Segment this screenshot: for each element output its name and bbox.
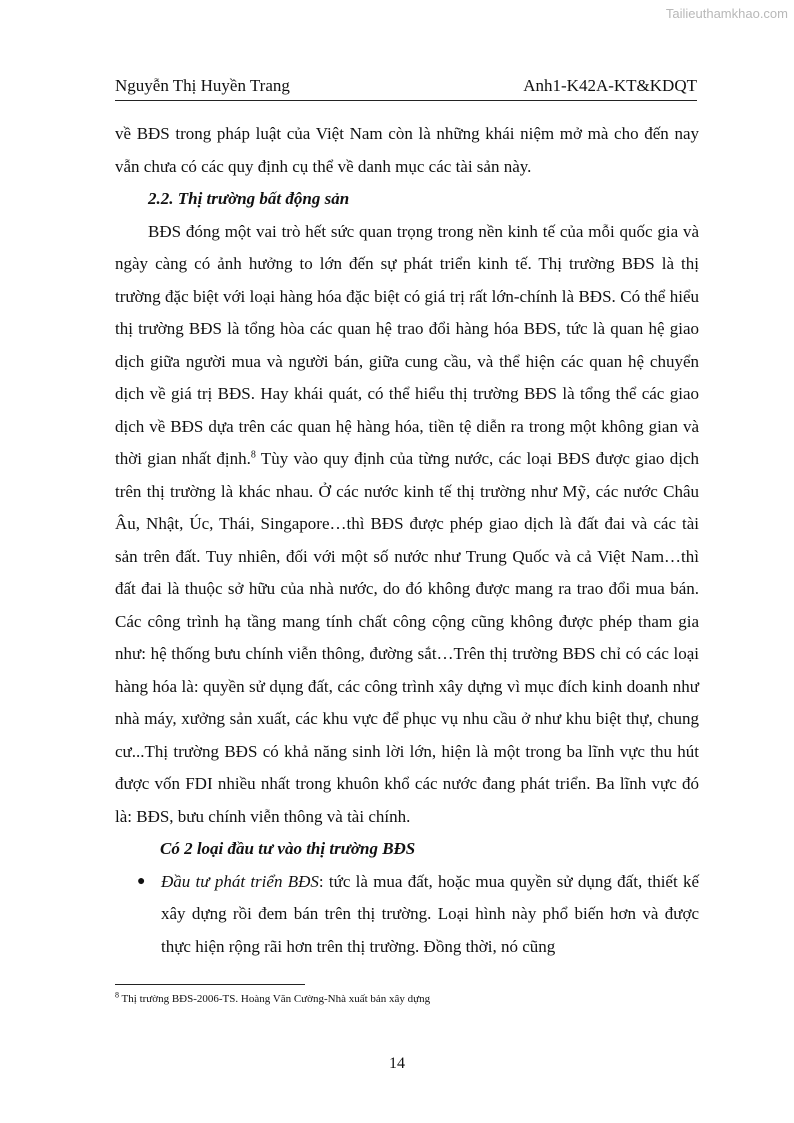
header-class-code: Anh1-K42A-KT&KDQT <box>523 76 697 95</box>
bullet-dot-icon: ● <box>137 873 146 889</box>
watermark: Tailieuthamkhao.com <box>665 6 788 21</box>
footnote-number: 8 <box>115 990 119 1000</box>
page-header <box>115 76 697 101</box>
footnote-separator <box>115 984 305 985</box>
main-paragraph <box>115 216 699 834</box>
main-paragraph-part2: Tùy vào quy định của từng nước, các loại BĐS được giao dịch trên thị trường là khác nhau. Ở các nước kinh tế thị trường như Mỹ, các nước Châu Âu, Nhật, Úc, Thái, Singapore…thì BĐS được phép giao dịch là đất đai và các tài sản trên đất. Tuy nhiên, đối với một số nước như Trung Quốc và cả Việt Nam…thì đất đai là thuộc sở hữu của nhà nước, do đó không được mang ra trao đổi mua bán. Các công trình hạ tầng mang tính chất công cộng cũng không được phép tham gia như: hệ thống bưu chính viễn thông, đường sắt…Trên thị trường BĐS chỉ có các loại hàng hóa là: quyền sử dụng đất, các công trình xây dựng vì mục đích kinh doanh như nhà máy, xưởng sản xuất, các khu vực để phục vụ nhu cầu ở như khu biệt thự, chung cư...Thị trường BĐS có khả năng sinh lời lớn, hiện là một trong ba lĩnh vực thu hút được vốn FDI nhiều nhất trong khuôn khổ các nước đang phát triển. Ba lĩnh vực đó là: BĐS, bưu chính viễn thông và tài chính. <box>115 449 699 826</box>
footnote-reference: 8 <box>250 449 256 461</box>
bullet-item <box>115 866 699 964</box>
footnote-text: Thị trường BĐS-2006-TS. Hoàng Văn Cường-Nhà xuất bản xây dựng <box>119 993 431 1005</box>
section-heading: 2.2. Thị trường bất động sản <box>148 189 350 208</box>
header-author: Nguyễn Thị Huyền Trang <box>115 76 290 95</box>
bullet-text: : tức là mua đất, hoặc mua quyền sử dụng đất, thiết kế xây dựng rồi đem bán trên thị trường. Loại hình này phổ biến hơn và được thực hiện rộng rãi hơn trên thị trường. Đồng thời, nó cũng <box>161 871 700 956</box>
footnote <box>115 990 431 1005</box>
main-paragraph-part1: BĐS đóng một vai trò hết sức quan trọng trong nền kinh tế của mỗi quốc gia và ngày càng có ảnh hưởng to lớn đến sự phát triển kinh tế. Thị trường BĐS là thị trường đặc biệt với loại hàng hóa đặc biệt có giá trị rất lớn-chính là BĐS. Có thể hiểu thị trường BĐS là tổng hòa các quan hệ trao đổi hàng hóa BĐS, tức là quan hệ giao dịch giữa người mua và người bán, giữa cung cầu, và thể hiện các quan hệ chuyển dịch về giá trị BĐS. Hay khái quát, có thể hiểu thị trường BĐS là tổng thể các giao dịch về BĐS dựa trên các quan hệ hàng hóa, tiền tệ diễn ra trong một không gian và thời gian nhất định. <box>115 221 699 468</box>
bullet-term: Đầu tư phát triển BĐS <box>161 871 319 891</box>
page-body <box>115 118 699 963</box>
page-number: 14 <box>389 1055 405 1072</box>
intro-paragraph: về BĐS trong pháp luật của Việt Nam còn là những khái niệm mở mà cho đến nay vẫn chưa có các quy định cụ thể về danh mục các tài sản này. <box>115 124 699 176</box>
subheading: Có 2 loại đầu tư vào thị trường BĐS <box>160 839 416 858</box>
